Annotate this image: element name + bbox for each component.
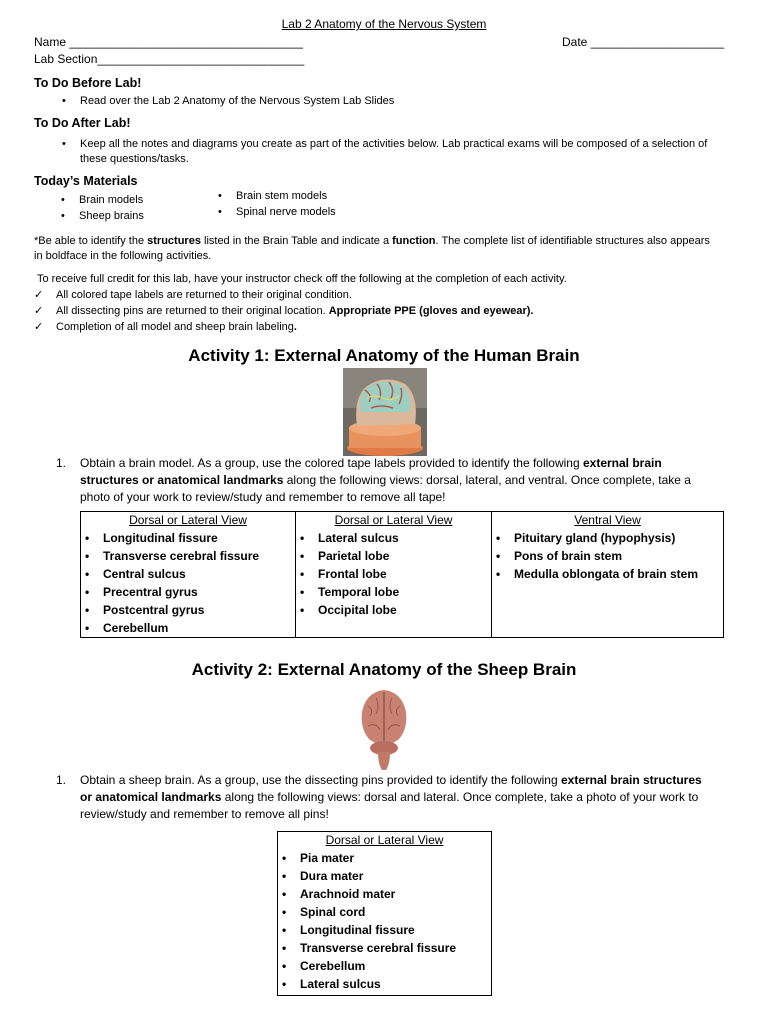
list-item: • Pia mater — [300, 849, 491, 867]
list-item: • Cerebellum — [300, 957, 491, 975]
list-item: • Occipital lobe — [318, 601, 491, 619]
after-lab-item — [58, 137, 748, 167]
list-item: • Temporal lobe — [318, 583, 491, 601]
after-lab-line-1: Keep all the notes and diagrams you create as part of the activities below. Lab practical exams will be composed of a selection of — [80, 138, 708, 150]
list-item: • Lateral sulcus — [318, 529, 491, 547]
list-item: • Arachnoid mater — [300, 885, 491, 903]
lab-section-label: Lab Section — [34, 52, 98, 66]
instruction-text: Obtain a brain model. As a group, use the colored tape labels provided to identify the following — [80, 456, 583, 470]
after-lab-heading: To Do After Lab! — [34, 116, 131, 130]
list-item: • Read over the Lab 2 Anatomy of the Nervous System Lab Slides — [58, 93, 394, 109]
activity-2-table — [277, 831, 492, 996]
lab-section-line: _______________________________ — [97, 52, 305, 66]
table-column — [296, 512, 492, 638]
checklist-text: All dissecting pins are returned to their original location. — [56, 305, 329, 317]
instruction-bold: external brain — [582, 456, 662, 470]
instruction-bold: or anatomical landmarks — [80, 790, 222, 804]
column-header: Dorsal or Lateral View — [129, 513, 247, 527]
list-item: • Precentral gyrus — [103, 583, 295, 601]
list-item: • Postcentral gyrus — [103, 601, 295, 619]
instruction-text: Obtain a sheep brain. As a group, use the dissecting pins provided to identify the following — [80, 773, 561, 787]
list-item: • Medulla oblongata of brain stem — [514, 565, 723, 583]
list-item: • Longitudinal fissure — [300, 921, 491, 939]
activity-1-instructions — [80, 455, 740, 506]
materials-right-list — [214, 188, 336, 220]
activity-2-instructions — [80, 772, 740, 823]
list-item: • Dura mater — [300, 867, 491, 885]
credit-checklist — [34, 287, 534, 335]
table-column — [492, 512, 724, 638]
list-item: • Central sulcus — [103, 565, 295, 583]
checklist-item — [34, 303, 534, 319]
list-item: • Spinal nerve models — [214, 204, 336, 220]
note-text: . The complete list of identifiable structures also appears — [435, 235, 710, 247]
column-header: Ventral View — [574, 513, 641, 527]
date-label: Date — [562, 35, 588, 49]
materials-heading: Today’s Materials — [34, 174, 138, 188]
before-lab-list — [58, 93, 394, 109]
instruction-text: along the following views: dorsal, lateral, and ventral. Once complete, take a — [283, 473, 691, 487]
checklist-text: Completion of all model and sheep brain labeling — [56, 321, 294, 333]
brain-model-image — [343, 368, 427, 456]
checklist-item: ✓ All colored tape labels are returned to their original condition. — [34, 287, 534, 303]
date-line: ____________________ — [590, 35, 725, 49]
checklist-bold: Appropriate PPE (gloves and eyewear). — [328, 305, 534, 317]
list-item: • Sheep brains — [57, 208, 144, 224]
instruction-text: photo of your work to review/study and remember to remove all tape! — [80, 490, 446, 504]
list-item: • Cerebellum — [103, 619, 295, 637]
page-title: Lab 2 Anatomy of the Nervous System — [281, 17, 487, 31]
lab-section-field[interactable] — [34, 52, 304, 66]
list-item: • Longitudinal fissure — [103, 529, 295, 547]
list-item: • Parietal lobe — [318, 547, 491, 565]
note-bold: structures — [147, 235, 201, 247]
column-header: Dorsal or Lateral View — [334, 513, 453, 527]
list-item: • Lateral sulcus — [300, 975, 491, 993]
materials-left-list — [57, 192, 144, 224]
instruction-bold: structures or anatomical landmarks — [80, 473, 284, 487]
instruction-text: along the following views: dorsal and lateral. Once complete, take a photo of your work to — [221, 790, 699, 804]
list-item: • Pituitary gland (hypophysis) — [514, 529, 723, 547]
checklist-item — [34, 319, 534, 335]
table-column — [81, 512, 296, 638]
sheep-brain-image — [356, 686, 412, 772]
note-text: in boldface in the following activities. — [34, 250, 212, 262]
note-text: listed in the Brain Table and indicate a — [200, 235, 393, 247]
after-lab-line-2: these questions/tasks. — [80, 153, 189, 165]
activity-1-number: 1. — [56, 456, 67, 470]
activity-1-table — [80, 511, 724, 638]
list-item: • Transverse cerebral fissure — [103, 547, 295, 565]
before-lab-heading: To Do Before Lab! — [34, 76, 142, 90]
activity-2-number: 1. — [56, 773, 67, 787]
note-text: *Be able to identify the — [34, 235, 148, 247]
list-item: • Brain models — [57, 192, 144, 208]
activity-1-title: Activity 1: External Anatomy of the Human Brain — [188, 346, 580, 365]
table-column — [278, 832, 492, 996]
list-item: • Brain stem models — [214, 188, 336, 204]
checklist-bold: . — [293, 321, 297, 333]
list-item: • Pons of brain stem — [514, 547, 723, 565]
list-item: • Spinal cord — [300, 903, 491, 921]
credit-intro: To receive full credit for this lab, have your instructor check off the following at the completion of each activity. — [37, 273, 567, 285]
identify-note — [34, 234, 739, 264]
name-field[interactable] — [34, 35, 303, 49]
note-bold: function — [392, 235, 436, 247]
column-header: Dorsal or Lateral View — [325, 833, 444, 847]
date-field[interactable] — [562, 35, 724, 49]
list-item: • Frontal lobe — [318, 565, 491, 583]
name-label: Name — [34, 35, 67, 49]
bullet: • — [62, 138, 66, 150]
name-line: ___________________________________ — [69, 35, 303, 49]
list-item: • Transverse cerebral fissure — [300, 939, 491, 957]
instruction-bold: external brain structures — [560, 773, 702, 787]
instruction-text: review/study and remember to remove all pins! — [80, 807, 329, 821]
activity-2-title: Activity 2: External Anatomy of the Sheep Brain — [191, 660, 577, 679]
